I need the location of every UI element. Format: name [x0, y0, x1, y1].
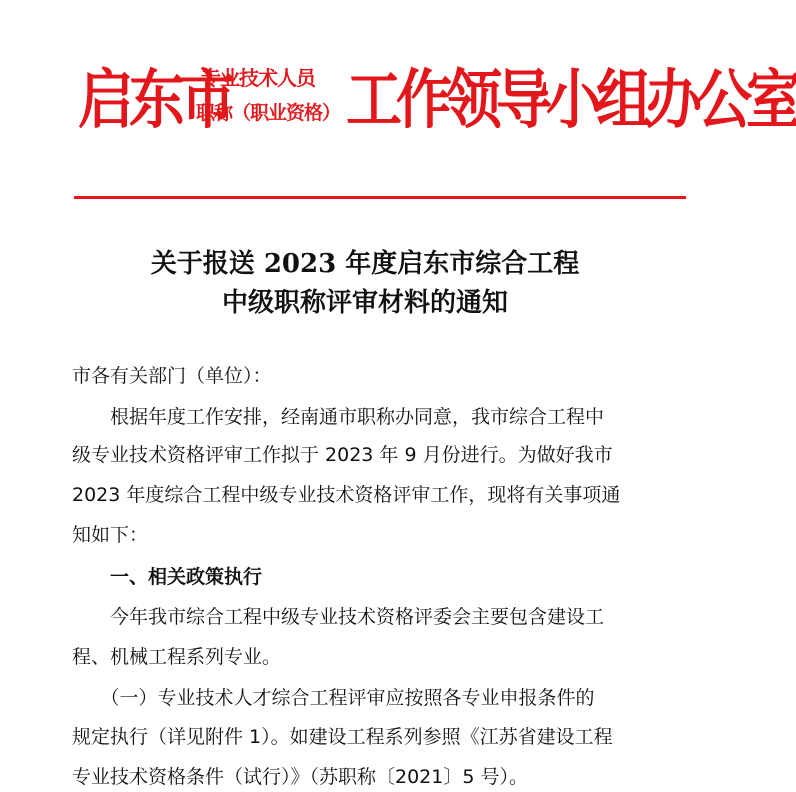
- paragraph-1-line-1: 根据年度工作安排，经南通市职称办同意，我市综合工程中: [72, 406, 605, 428]
- paragraph-1-line-2: 级专业技术资格评审工作拟于 2023 年 9 月份进行。为做好我市: [72, 444, 613, 466]
- paragraph-3-line-3: 专业技术资格条件（试行）》（苏职称〔2021〕5 号）。: [72, 766, 528, 788]
- paragraph-1-line-4: 知如下：: [72, 524, 149, 546]
- document-title-line1: 关于报送 2023 年度启东市综合工程: [150, 249, 580, 279]
- paragraph-3-line-2: 规定执行（详见附件 1）。如建设工程系列参照《江苏省建设工程: [72, 726, 613, 748]
- letterhead-divider: [74, 196, 686, 199]
- letterhead: [78, 52, 796, 142]
- letterhead-office: 工作领导小组办公室: [346, 62, 796, 139]
- letterhead-city: 启东市: [78, 62, 231, 139]
- section-heading-1: 一、相关政策执行: [72, 566, 263, 588]
- paragraph-2-line-1: 今年我市综合工程中级专业技术资格评委会主要包含建设工: [72, 606, 605, 628]
- letterhead-small-line1: 专业技术人员: [201, 66, 315, 90]
- paragraph-2-line-2: 程、机械工程系列专业。: [72, 646, 282, 668]
- paragraph-1-line-3: 2023 年度综合工程中级专业技术资格评审工作，现将有关事项通: [72, 484, 621, 506]
- salutation: 市各有关部门（单位）：: [72, 365, 272, 387]
- letterhead-small-line2: 职称（职业资格）: [196, 102, 341, 124]
- document-title-line2: 中级职称评审材料的通知: [221, 288, 508, 318]
- paragraph-3-line-1: （一）专业技术人才综合工程评审应按照各专业申报条件的: [72, 687, 595, 709]
